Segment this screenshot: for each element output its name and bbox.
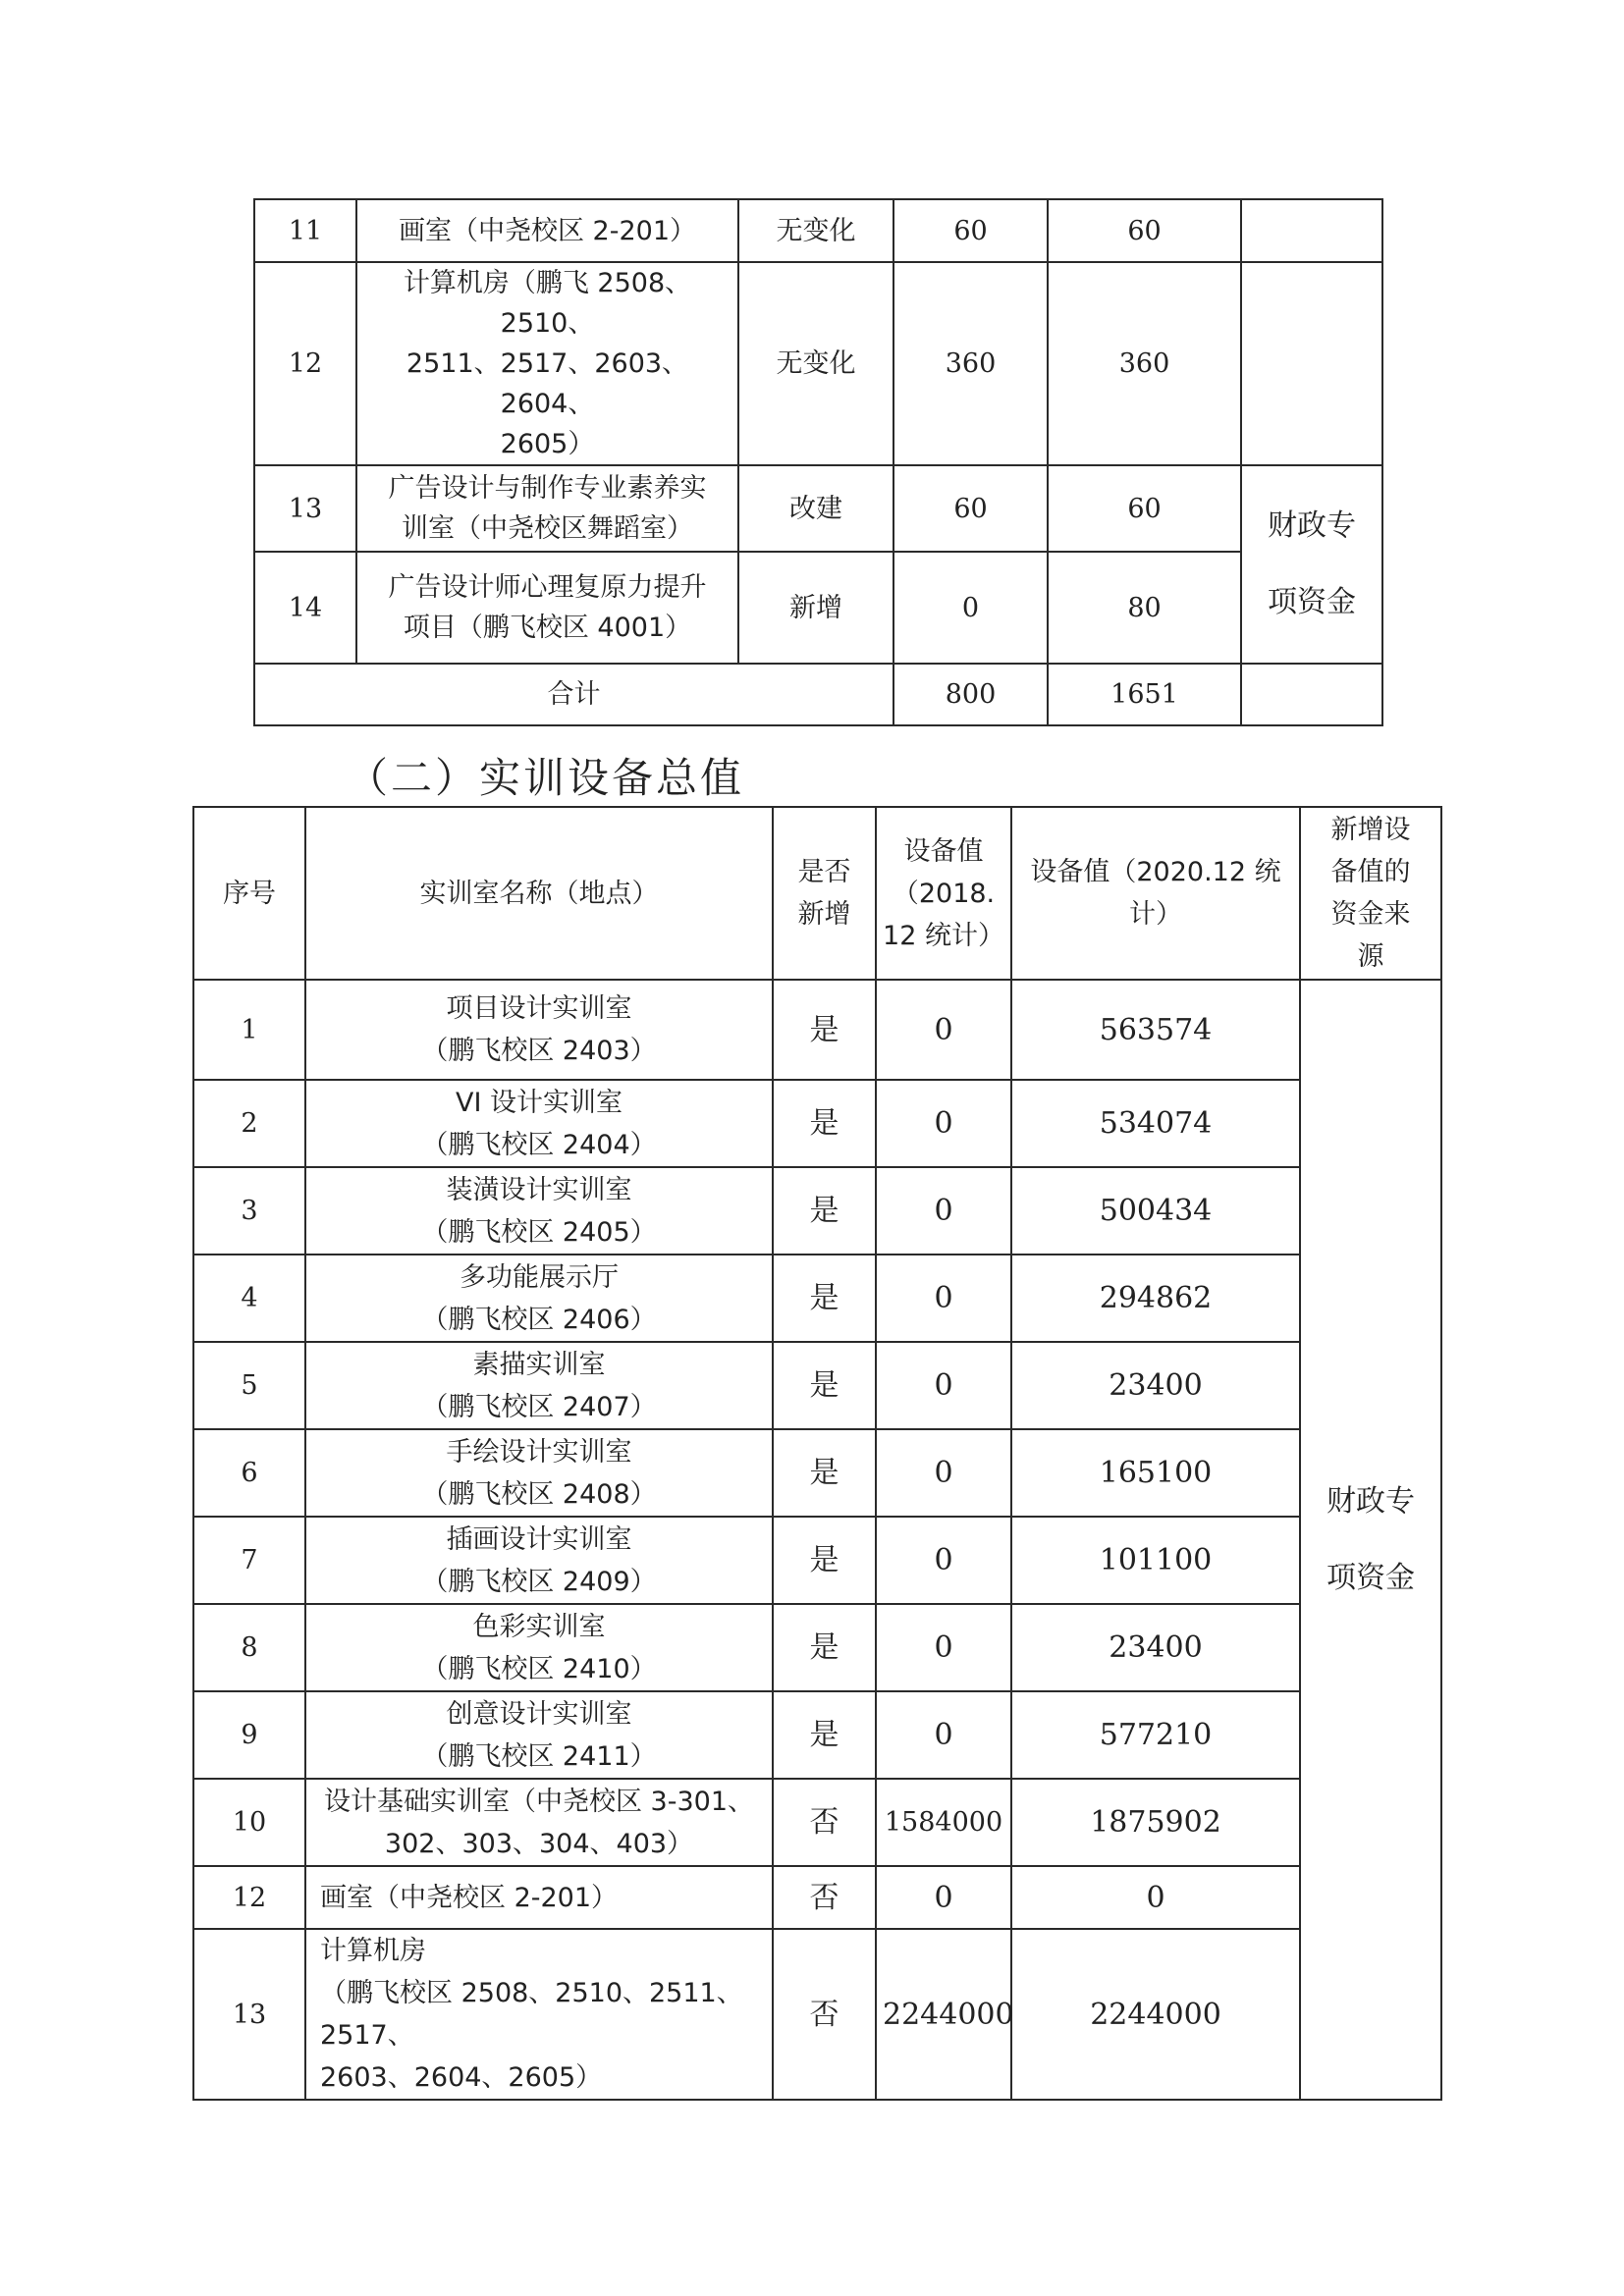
room-name: 计算机房 （鹏飞校区 2508、2510、2511、2517、 2603、2604、2605） (305, 1929, 773, 2100)
is-new: 是 (773, 1342, 876, 1429)
value-before: 360 (893, 262, 1048, 465)
row-number: 7 (193, 1517, 305, 1604)
header-value-2018: 设备值 （2018. 12 统计） (876, 807, 1011, 980)
table-row (254, 552, 1382, 664)
table-row (193, 1342, 1441, 1429)
value-2020: 534074 (1011, 1080, 1300, 1167)
row-number: 3 (193, 1167, 305, 1255)
value-2018: 0 (876, 1167, 1011, 1255)
row-number: 13 (254, 465, 356, 552)
total-row (254, 664, 1382, 725)
funding-source-empty (1241, 199, 1382, 262)
is-new: 否 (773, 1866, 876, 1929)
is-new: 是 (773, 980, 876, 1080)
table-row (193, 1866, 1441, 1929)
table-row (193, 1779, 1441, 1866)
value-2020: 165100 (1011, 1429, 1300, 1517)
total-after: 1651 (1048, 664, 1241, 725)
value-2020: 500434 (1011, 1167, 1300, 1255)
table-row (254, 199, 1382, 262)
room-name: 画室（中尧校区 2-201） (305, 1866, 773, 1929)
row-number: 11 (254, 199, 356, 262)
row-number: 4 (193, 1255, 305, 1342)
value-2018: 0 (876, 1255, 1011, 1342)
value-before: 60 (893, 199, 1048, 262)
value-2020: 2244000 (1011, 1929, 1300, 2100)
value-2018: 0 (876, 1517, 1011, 1604)
table-row (193, 1517, 1441, 1604)
change-status: 无变化 (738, 262, 893, 465)
room-name: 设计基础实训室（中尧校区 3-301、 302、303、304、403） (305, 1779, 773, 1866)
total-label: 合计 (254, 664, 893, 725)
value-2020: 101100 (1011, 1517, 1300, 1604)
value-before: 60 (893, 465, 1048, 552)
room-name: 装潢设计实训室 （鹏飞校区 2405） (305, 1167, 773, 1255)
header-name: 实训室名称（地点） (305, 807, 773, 980)
total-before: 800 (893, 664, 1048, 725)
change-status: 新增 (738, 552, 893, 664)
value-2020: 577210 (1011, 1691, 1300, 1779)
value-2018: 0 (876, 1604, 1011, 1691)
is-new: 是 (773, 1691, 876, 1779)
table-row (193, 1167, 1441, 1255)
header-is-new: 是否 新增 (773, 807, 876, 980)
section-title: （二）实训设备总值 (347, 754, 745, 802)
value-after: 360 (1048, 262, 1241, 465)
room-name: 手绘设计实训室 （鹏飞校区 2408） (305, 1429, 773, 1517)
value-2018: 0 (876, 1429, 1011, 1517)
is-new: 是 (773, 1255, 876, 1342)
capacity-table (253, 198, 1383, 726)
value-2020: 23400 (1011, 1342, 1300, 1429)
room-name: 画室（中尧校区 2-201） (356, 199, 738, 262)
row-number: 12 (193, 1866, 305, 1929)
value-2018: 2244000 (876, 1929, 1011, 2100)
row-number: 8 (193, 1604, 305, 1691)
row-number: 12 (254, 262, 356, 465)
room-name: 广告设计与制作专业素养实 训室（中尧校区舞蹈室） (356, 465, 738, 552)
value-2018: 0 (876, 1080, 1011, 1167)
room-name: 插画设计实训室 （鹏飞校区 2409） (305, 1517, 773, 1604)
value-2020: 563574 (1011, 980, 1300, 1080)
room-name: 项目设计实训室 （鹏飞校区 2403） (305, 980, 773, 1080)
header-funding-source: 新增设 备值的 资金来 源 (1300, 807, 1441, 980)
room-name: 色彩实训室 （鹏飞校区 2410） (305, 1604, 773, 1691)
value-after: 80 (1048, 552, 1241, 664)
funding-source-empty (1241, 262, 1382, 465)
row-number: 6 (193, 1429, 305, 1517)
value-2018: 0 (876, 980, 1011, 1080)
value-2020: 1875902 (1011, 1779, 1300, 1866)
room-name: 素描实训室 （鹏飞校区 2407） (305, 1342, 773, 1429)
value-after: 60 (1048, 465, 1241, 552)
value-2020: 0 (1011, 1866, 1300, 1929)
change-status: 无变化 (738, 199, 893, 262)
room-name: 广告设计师心理复原力提升 项目（鹏飞校区 4001） (356, 552, 738, 664)
row-number: 14 (254, 552, 356, 664)
table-row (193, 1929, 1441, 2100)
row-number: 5 (193, 1342, 305, 1429)
is-new: 是 (773, 1167, 876, 1255)
is-new: 是 (773, 1517, 876, 1604)
is-new: 是 (773, 1604, 876, 1691)
table-row (254, 262, 1382, 465)
room-name: 创意设计实训室 （鹏飞校区 2411） (305, 1691, 773, 1779)
room-name: 多功能展示厅 （鹏飞校区 2406） (305, 1255, 773, 1342)
value-2018: 0 (876, 1342, 1011, 1429)
value-before: 0 (893, 552, 1048, 664)
value-2020: 23400 (1011, 1604, 1300, 1691)
value-2018: 0 (876, 1691, 1011, 1779)
value-2018: 0 (876, 1866, 1011, 1929)
table-row (193, 1429, 1441, 1517)
is-new: 是 (773, 1429, 876, 1517)
change-status: 改建 (738, 465, 893, 552)
table-row (254, 465, 1382, 552)
equipment-value-table (192, 806, 1442, 2101)
is-new: 否 (773, 1929, 876, 2100)
funding-source: 财政专 项资金 (1241, 465, 1382, 664)
row-number: 2 (193, 1080, 305, 1167)
table-row (193, 1255, 1441, 1342)
total-funding-empty (1241, 664, 1382, 725)
room-name: VI 设计实训室 （鹏飞校区 2404） (305, 1080, 773, 1167)
header-no: 序号 (193, 807, 305, 980)
table-row (193, 980, 1441, 1080)
row-number: 13 (193, 1929, 305, 2100)
value-2020: 294862 (1011, 1255, 1300, 1342)
table-row (193, 1691, 1441, 1779)
table-row (193, 1080, 1441, 1167)
is-new: 否 (773, 1779, 876, 1866)
value-after: 60 (1048, 199, 1241, 262)
row-number: 1 (193, 980, 305, 1080)
value-2018: 1584000 (876, 1779, 1011, 1866)
room-name: 计算机房（鹏飞 2508、2510、 2511、2517、2603、2604、 2605） (356, 262, 738, 465)
row-number: 9 (193, 1691, 305, 1779)
header-row (193, 807, 1441, 980)
header-value-2020: 设备值（2020.12 统 计） (1011, 807, 1300, 980)
is-new: 是 (773, 1080, 876, 1167)
row-number: 10 (193, 1779, 305, 1866)
funding-source: 财政专 项资金 (1300, 980, 1441, 2100)
table-row (193, 1604, 1441, 1691)
